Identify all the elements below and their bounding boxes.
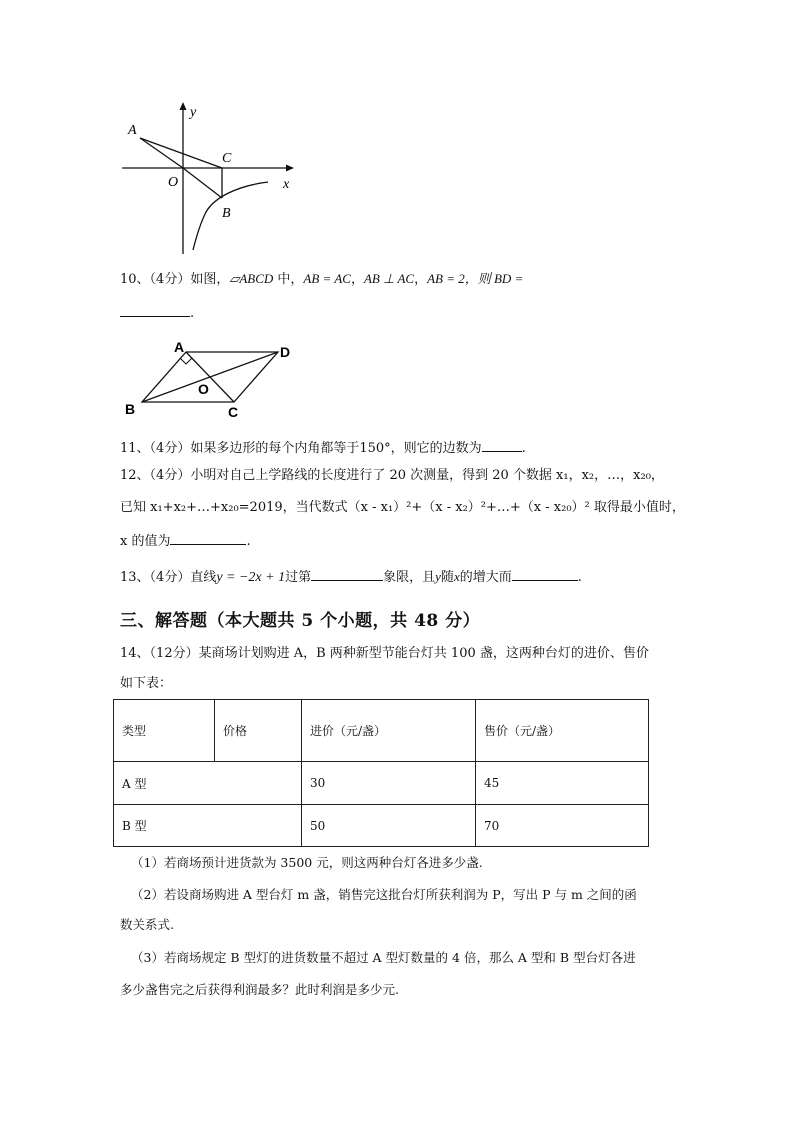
q13-mid3: 随	[440, 570, 454, 585]
label-c2: C	[228, 404, 239, 420]
question-12-line-2	[120, 499, 685, 517]
label-y: y	[190, 105, 197, 120]
right-angle-mark	[180, 358, 192, 364]
question-11	[120, 437, 526, 458]
q13-mid: 过第	[285, 570, 312, 585]
header-cost: 进价（元/盏）	[302, 700, 476, 762]
q14-part-2a: （2）若设商场购进 A 型台灯 m 盏，销售完这批台灯所获利润为 P，写出 P 与 m 之间的函	[131, 887, 637, 902]
row-b-sale: 70	[476, 805, 649, 847]
q13-mid2: 象限，且	[383, 570, 436, 585]
q10-cond1: AB = AC	[303, 271, 351, 286]
q10-answer-blank[interactable]	[120, 302, 190, 317]
question-10-answer-line	[120, 302, 194, 323]
q11-angle: 150°	[359, 441, 391, 456]
q12-end: .	[246, 534, 251, 549]
coordinate-figure	[118, 98, 303, 258]
label-c: C	[222, 151, 232, 166]
q13-var-y: y	[435, 569, 441, 584]
row-a-sale: 45	[476, 762, 649, 805]
question-14-line-2	[120, 675, 172, 693]
segment-ac	[140, 138, 222, 168]
q13-blank-trend[interactable]	[512, 566, 578, 581]
parallelogram-figure	[118, 336, 303, 424]
header-sale: 售价（元/盏）	[476, 700, 649, 762]
question-13	[120, 566, 582, 587]
q14-part-3a: （3）若商场规定 B 型灯的进货数量不超过 A 型灯数量的 4 倍，那么 A 型和 B 型台灯各进	[131, 950, 636, 965]
q12-text-2: 已知 x₁+x₂+…+x₂₀=2019，当代数式（x - x₁）²+（x - x₂）²+…+（x - x₂₀）² 取得最小值时，	[120, 500, 685, 515]
q14-text-1: 14、（12分）某商场计划购进 A，B 两种新型节能台灯共 100 盏，这两种台灯的进价、售价	[120, 646, 649, 661]
row-b-type: B 型	[114, 805, 302, 847]
q10-sep2: ，	[414, 272, 428, 287]
section-3-heading: 三、解答题（本大题共 5 个小题，共 48 分）	[120, 611, 481, 631]
q13-var-x: x	[453, 569, 460, 584]
q10-end: .	[190, 306, 195, 321]
question-12-line-3	[120, 530, 251, 551]
label-o2: O	[198, 381, 209, 397]
row-a-type: A 型	[114, 762, 302, 805]
q12-text-3: x 的值为	[120, 534, 171, 549]
label-o: O	[168, 175, 179, 190]
q13-formula: y = −2x + 1	[216, 570, 286, 585]
q10-prefix: 10、（4分）如图，	[120, 272, 230, 287]
q14-part-1: （1）若商场预计进货款为 3500 元，则这两种台灯各进多少盏.	[131, 855, 483, 870]
q12-text-1: 12、（4分）小明对自己上学路线的长度进行了 20 次测量，得到 20 个数据 x₁，x₂，…，x₂₀，	[120, 468, 664, 483]
x-axis-arrow	[286, 165, 294, 172]
q13-mid4: 的增大而	[459, 570, 512, 585]
q10-suffix: ，则 BD =	[464, 271, 524, 286]
label-b2: B	[125, 401, 136, 417]
q14-part-2b: 数关系式.	[120, 917, 174, 932]
q11-answer-blank[interactable]	[482, 437, 522, 452]
diagonal-ac	[186, 352, 234, 402]
label-a2: A	[174, 339, 185, 355]
q14-part-3b: 多少盏售完之后获得利润最多？此时利润是多少元.	[120, 982, 399, 997]
q11-suffix: ，则它的边数为	[390, 441, 482, 456]
segment-ao	[140, 138, 183, 168]
table-header-row	[114, 700, 649, 762]
q10-shape: ▱ABCD	[229, 271, 274, 286]
table-row	[114, 762, 649, 805]
question-14-line-1	[120, 645, 649, 663]
q12-answer-blank[interactable]	[170, 530, 246, 545]
q13-end: .	[577, 570, 582, 585]
label-b: B	[222, 206, 231, 221]
q10-mid: 中，	[273, 272, 304, 287]
price-table	[113, 699, 649, 847]
header-type: 类型	[114, 700, 215, 762]
header-price: 价格	[215, 700, 302, 762]
q13-blank-quadrant[interactable]	[311, 566, 383, 581]
q11-prefix: 11、（4分）如果多边形的每个内角都等于	[120, 441, 360, 456]
segment-ob	[183, 168, 222, 198]
q10-sep1: ，	[350, 272, 364, 287]
q10-cond2: AB ⊥ AC	[363, 271, 415, 286]
question-12-line-1	[120, 467, 664, 485]
label-d: D	[280, 344, 291, 360]
question-10	[120, 270, 523, 289]
q10-cond3: AB = 2	[427, 271, 465, 286]
y-axis-arrow	[180, 102, 187, 110]
q13-prefix: 13、（4分）直线	[120, 570, 217, 585]
q11-end: .	[521, 441, 526, 456]
label-x: x	[283, 177, 290, 192]
q14-text-2: 如下表：	[120, 676, 173, 691]
row-b-cost: 50	[302, 805, 476, 847]
label-a: A	[128, 123, 137, 138]
table-row	[114, 805, 649, 847]
row-a-cost: 30	[302, 762, 476, 805]
